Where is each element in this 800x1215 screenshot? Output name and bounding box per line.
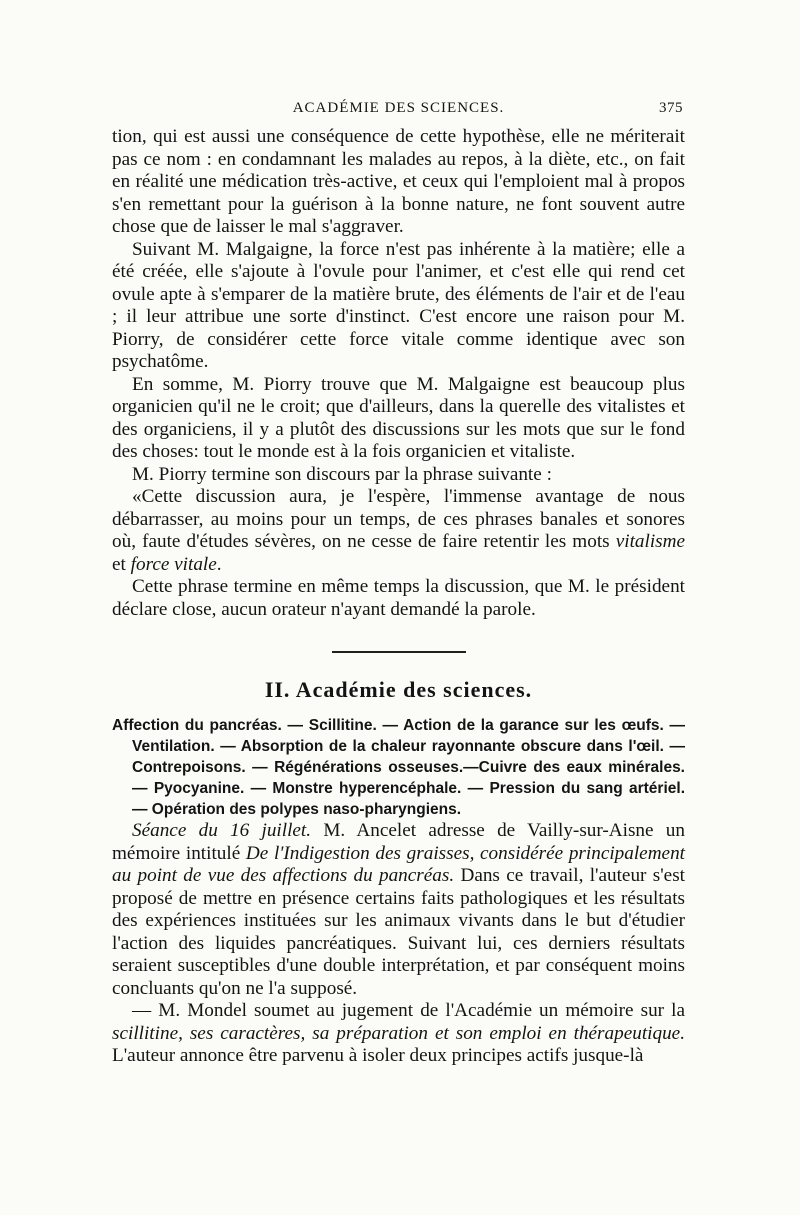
paragraph-piorry-termine: M. Piorry termine son discours par la phrase suivante : [132,463,552,485]
mondel-text-b: L'auteur annonce être parvenu à isoler deux principes actifs jusque-là [112,1045,644,1066]
quote-italic-vitalisme: vitalisme [615,531,685,552]
running-title: ACADÉMIE DES SCIENCES. [292,100,505,116]
section-heading: II. Académie des sciences. [264,677,533,702]
document-page [112,98,685,1198]
mondel-text-a: — M. Mondel soumet au jugement de l'Académie un mémoire sur la [132,1000,685,1021]
session-text-a: M. Ancelet adresse de Vailly-sur-Aisne un mémoire intitulé [112,820,685,864]
page-number: 375 [659,100,683,116]
memoir-title: De l'Indigestion des graisses, considérée principalement au point de vue des affections du pancréas. [112,842,685,886]
paragraph-continued: tion, qui est aussi une conséquence de cette hypothèse, elle ne mériterait pas ce nom : en condamnant les malades au repos, à la diète, etc., on fait en réalité une médication très-active, et ceux qui l'emploient mal à propos s'en remettant pour la guérison à la bonne nature, ne font souvent autre chose que de laisser le mal s'aggraver. [112,126,685,237]
paragraph-en-somme: En somme, M. Piorry trouve que M. Malgaigne est beaucoup plus organicien qu'il ne le croit; que d'ailleurs, dans la querelle des vitalistes et des organiciens, il y a plutôt des discussions sur les mots que sur le fond des choses: tout le monde est à la fois organicien et vitaliste. [112,373,685,462]
session-date-label: Séance du 16 juillet. [132,820,312,841]
quote-paragraph [112,486,685,576]
section-divider [332,651,466,653]
section-summary: Affection du pancréas. — Scillitine. — Action de la garance sur les œufs. — Ventilation. — Absorption de la chaleur rayonnante obscure dans l'œil. — Contrepoisons. — Régénérations osseuses.—Cuivre des eaux minérales. — Pyocyanine. — Monstre hyperencéphale. — Pression du sang artériel. — Opération des polypes naso-pharyngiens. [112,717,685,818]
closing-paragraph: Cette phrase termine en même temps la discussion, que M. le président déclare close, aucun orateur n'ayant demandé la parole. [112,576,685,620]
running-header [112,98,685,126]
quote-italic-force-vitale: force vitale [130,553,217,575]
paragraph-malgaigne-force: Suivant M. Malgaigne, la force n'est pas inhérente à la matière; elle a été créée, elle s'ajoute à l'ovule pour l'animer, et c'est elle qui rend cet ovule apte à s'emparer de la matière brute, des éléments de l'air et de l'eau ; il leur attribue une sorte d'instinct. C'est encore une raison pour M. Piorry, de considérer cette force vitale comme identique avec son psychatôme. [112,238,685,372]
session-paragraph-mondel [112,1000,685,1068]
quote-text: «Cette discussion aura, je l'espère, l'immense avantage de nous débarrasser, au moins pour un temps, de ces phrases banales et sonores où, faute d'études sévères, on ne cesse de faire retentir les mots [112,486,685,552]
session-text-b: Dans ce travail, l'auteur s'est proposé de mettre en présence certains faits pathologiques et les résultats des expériences instituées sur les animaux vivants dans le but d'étudier l'action des liquides pancréatiques. Suivant lui, ces derniers résultats seraient susceptibles d'une double interprétation, et par conséquent moins concluants qu'on ne l'a supposé. [112,865,685,999]
mondel-italic-title: scillitine, ses caractères, sa préparation et son emploi en thérapeutique. [112,1022,685,1044]
quote-connector: et [112,553,131,575]
quote-end: . [216,553,222,575]
session-paragraph-ancelet [112,820,685,1000]
